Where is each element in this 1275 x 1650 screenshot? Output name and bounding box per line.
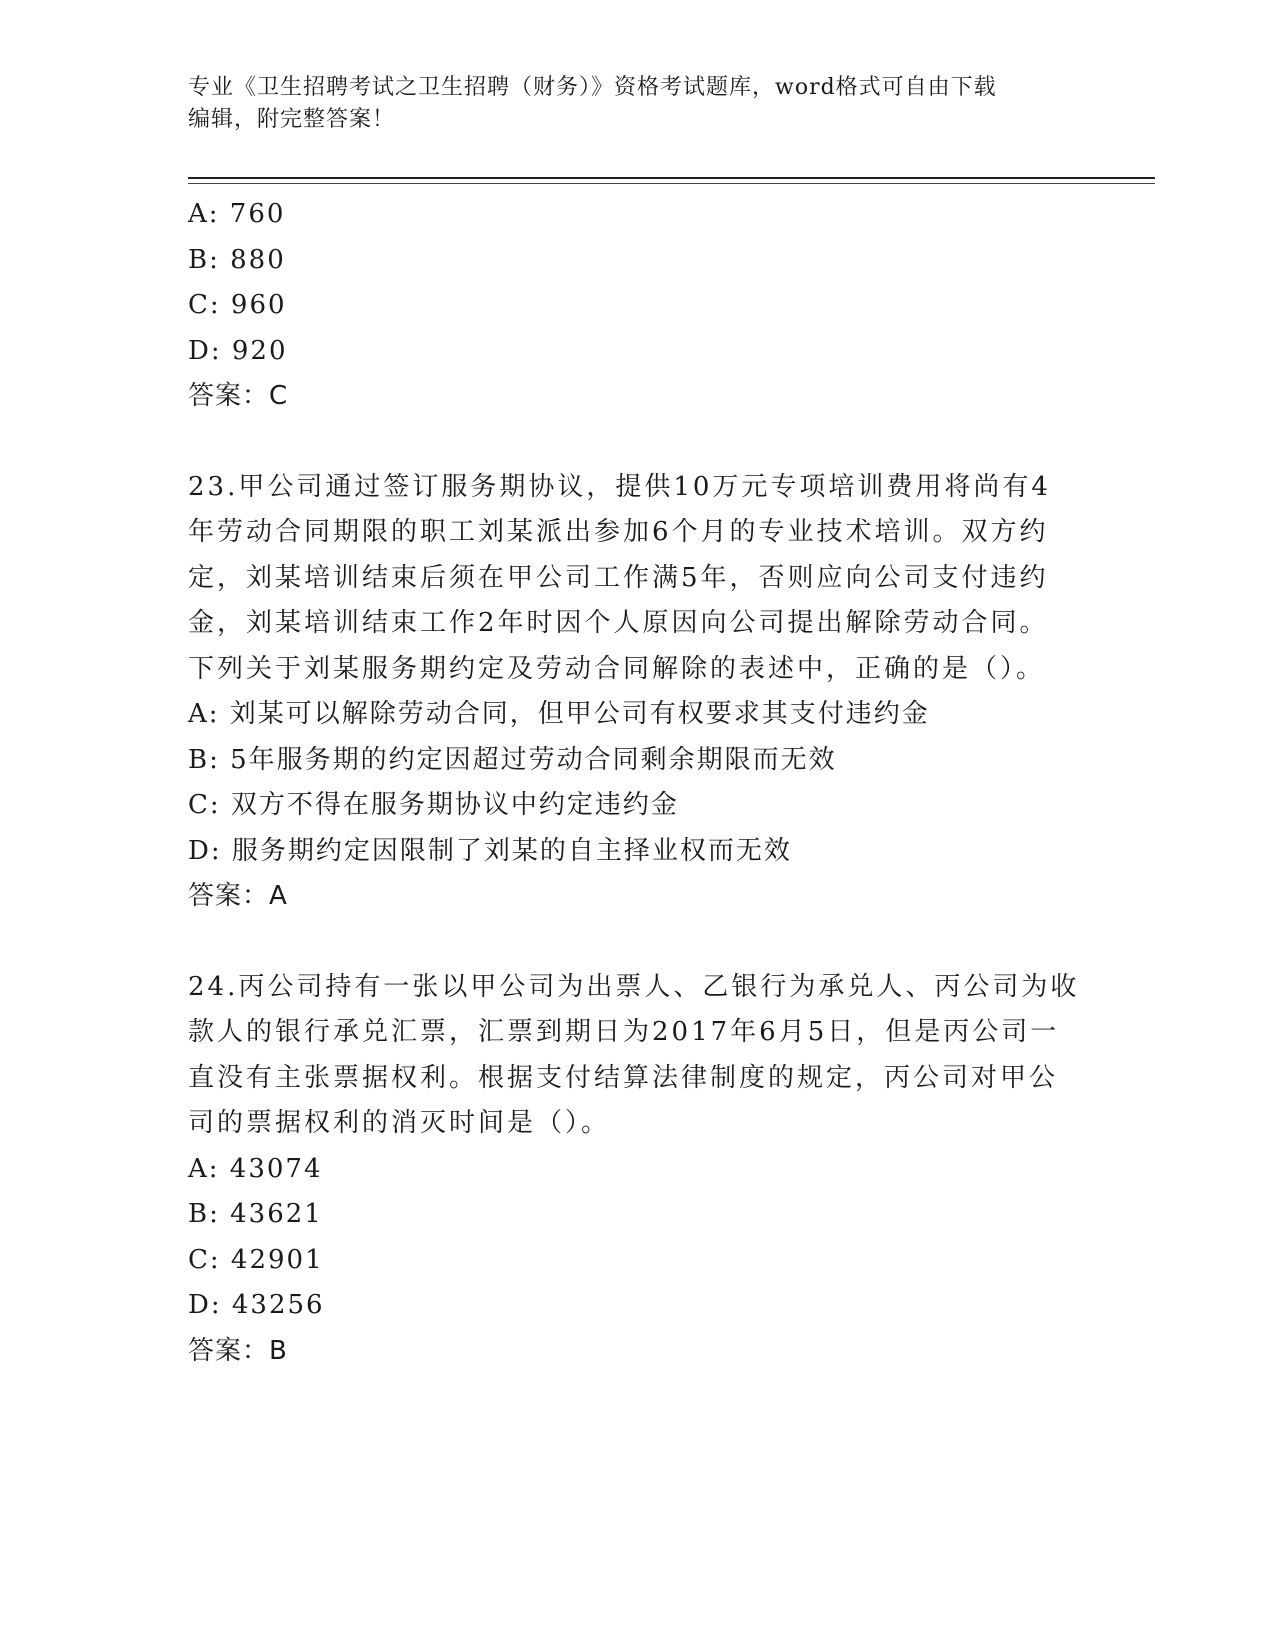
question-stem-line: 款人的银行承兑汇票，汇票到期日为2017年6月5日，但是丙公司一	[188, 1017, 1060, 1047]
option-c: C: 960	[188, 290, 287, 320]
question-stem-line: 下列关于刘某服务期约定及劳动合同解除的表述中，正确的是（）。	[188, 653, 1046, 684]
question-stem-line: 24.丙公司持有一张以甲公司为出票人、乙银行为承兑人、丙公司为收	[188, 971, 1080, 1002]
option-a: A: 43074	[188, 1153, 323, 1184]
option-b: B: 880	[188, 244, 286, 275]
option-c: C: 双方不得在服务期协议中约定违约金	[188, 790, 679, 820]
spacer	[188, 420, 1088, 465]
option-d: D: 服务期约定因限制了刘某的自主择业权而无效	[188, 835, 792, 866]
question-24	[188, 965, 1088, 1375]
option-b: B: 43621	[188, 1199, 323, 1229]
question-stem-line: 直没有主张票据权利。根据支付结算法律制度的规定，丙公司对甲公	[188, 1062, 1059, 1093]
question-stem-line: 司的票据权利的消灭时间是（）。	[188, 1108, 611, 1138]
question-stem-line: 年劳动合同期限的职工刘某派出参加6个月的专业技术培训。双方约	[188, 517, 1049, 547]
option-d: D: 43256	[188, 1290, 325, 1320]
option-d: D: 920	[188, 335, 288, 366]
answer-line: 答案：B	[188, 1335, 288, 1366]
answer-line: 答案：C	[188, 381, 289, 411]
question-stem-line: 定，刘某培训结束后须在甲公司工作满5年，否则应向公司支付违约	[188, 562, 1049, 593]
question-22	[188, 192, 1088, 420]
header-line-1: 专业《卫生招聘考试之卫生招聘（财务）》资格考试题库，word格式可自由下载	[188, 75, 997, 100]
question-content	[188, 192, 1088, 1374]
answer-line: 答案：A	[188, 881, 288, 911]
option-a: A: 刘某可以解除劳动合同，但甲公司有权要求其支付违约金	[188, 699, 930, 729]
question-stem-line: 金，刘某培训结束工作2年时因个人原因向公司提出解除劳动合同。	[188, 608, 1049, 638]
header-divider-thin	[188, 183, 1155, 184]
question-stem-line: 23.甲公司通过签订服务期协议，提供10万元专项培训费用将尚有4	[188, 471, 1051, 502]
header-divider-thick	[188, 177, 1155, 179]
header-line-2: 编辑，附完整答案！	[188, 107, 396, 132]
spacer	[188, 920, 1088, 965]
question-23	[188, 465, 1088, 920]
option-b: B: 5年服务期的约定因超过劳动合同剩余期限而无效	[188, 744, 837, 775]
option-a: A: 760	[188, 199, 286, 229]
document-header	[188, 72, 1088, 136]
option-c: C: 42901	[188, 1244, 324, 1275]
